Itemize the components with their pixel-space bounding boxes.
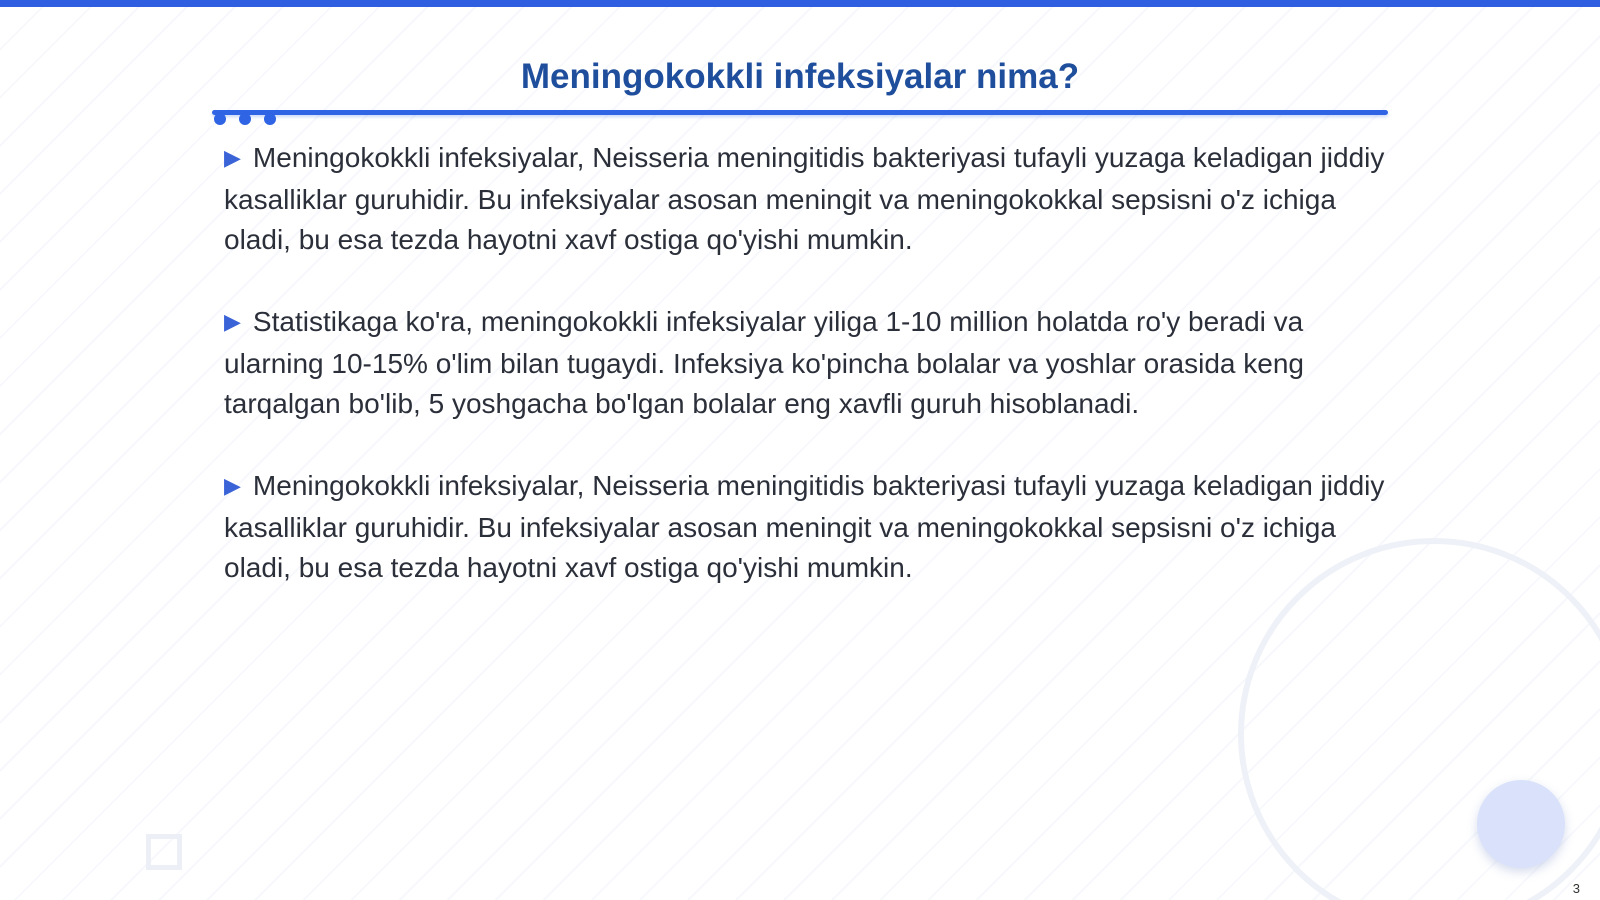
triangle-right-icon: ▶	[224, 145, 241, 170]
triangle-right-icon: ▶	[224, 473, 241, 498]
slide-title: Meningokokkli infeksiyalar nima?	[520, 57, 1080, 96]
page-number: 3	[1572, 881, 1580, 896]
underline-dot	[239, 113, 251, 125]
title-underline	[212, 110, 1388, 115]
bullet-paragraph	[224, 302, 1394, 424]
top-accent-bar	[0, 0, 1600, 7]
underline-dot	[214, 113, 226, 125]
bullet-paragraph	[224, 466, 1394, 588]
decorative-square	[146, 834, 182, 870]
paragraph-text: Statistikaga ko'ra, meningokokkli infeksiyalar yiliga 1-10 million holatda ro'y beradi va ularning 10-15% o'lim bilan tugaydi. Infeksiya ko'pincha bolalar va yoshlar orasida keng tarqalgan bo'lib, 5 yoshgacha bo'lgan bolalar eng xavfli guruh hisoblanadi.	[224, 306, 1304, 419]
slide-body	[224, 138, 1394, 630]
paragraph-text: Meningokokkli infeksiyalar, Neisseria meningitidis bakteriyasi tufayli yuzaga keladigan jiddiy kasalliklar guruhidir. Bu infeksiyalar asosan meningit va meningokokkal sepsisni o'z ichiga oladi, bu esa tezda hayotni xavf ostiga qo'yishi mumkin.	[224, 142, 1385, 255]
bullet-paragraph	[224, 138, 1394, 260]
triangle-right-icon: ▶	[224, 309, 241, 334]
paragraph-text: Meningokokkli infeksiyalar, Neisseria meningitidis bakteriyasi tufayli yuzaga keladigan jiddiy kasalliklar guruhidir. Bu infeksiyalar asosan meningit va meningokokkal sepsisni o'z ichiga oladi, bu esa tezda hayotni xavf ostiga qo'yishi mumkin.	[224, 470, 1385, 583]
underline-dot	[264, 113, 276, 125]
decorative-circle	[1477, 780, 1565, 868]
